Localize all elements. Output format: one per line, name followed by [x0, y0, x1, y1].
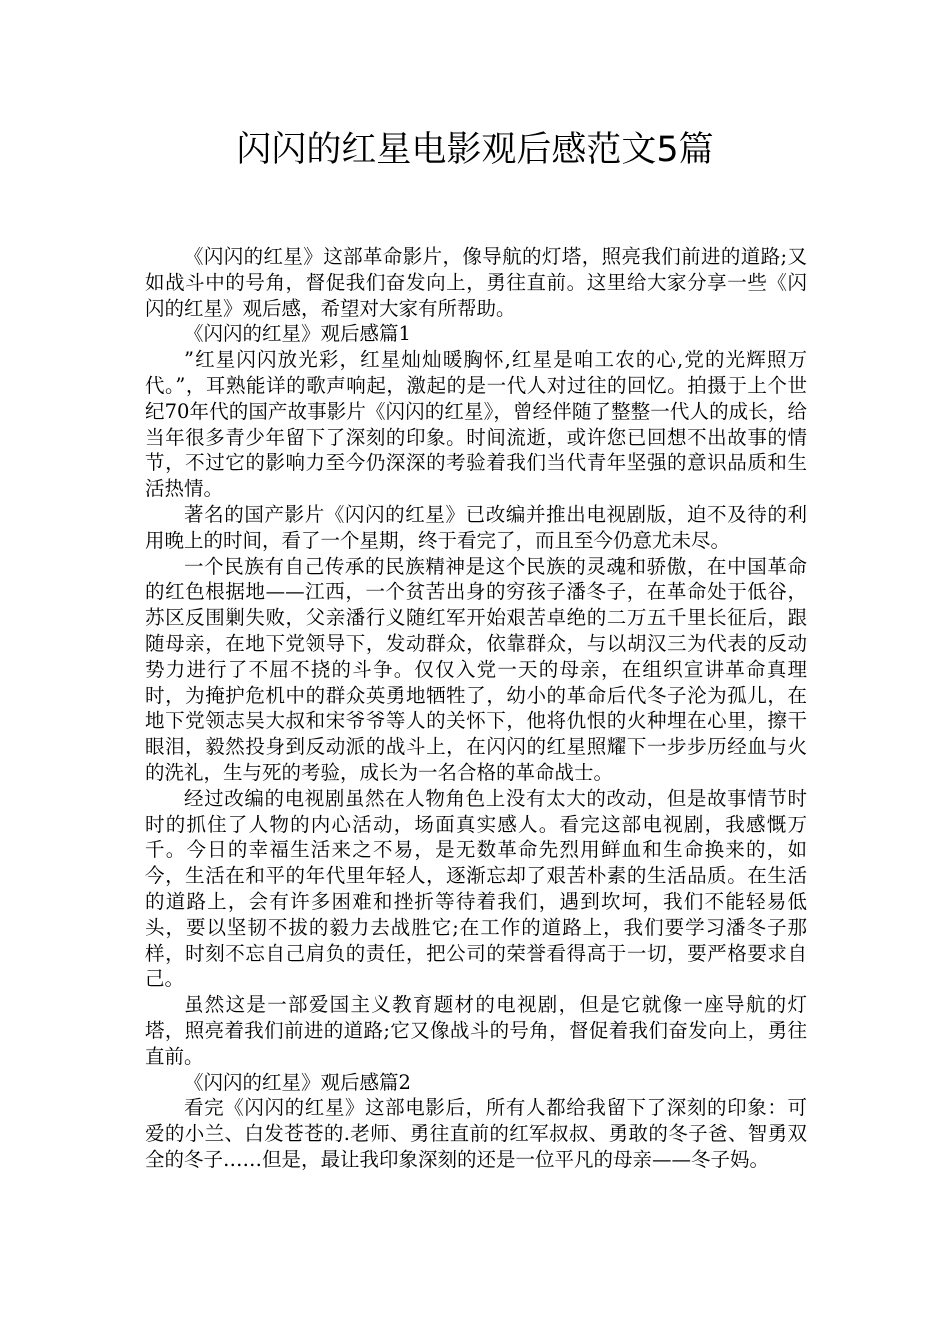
body-paragraph: 虽然这是一部爱国主义教育题材的电视剧，但是它就像一座导航的灯塔，照亮着我们前进的道路;它又像战斗的号角，督促着我们奋发向上，勇往直前。 [145, 993, 807, 1068]
section-heading-1: 《闪闪的红星》观后感篇1 [184, 322, 411, 346]
body-paragraph: 一个民族有自己传承的民族精神是这个民族的灵魂和骄傲，在中国革命的红色根据地——江西，一个贫苦出身的穷孩子潘冬子，在革命处于低谷，苏区反围剿失败，父亲潘行义随红军开始艰苦卓绝的二万五千里长征后，跟随母亲，在地下党领导下，发动群众，依靠群众，与以胡汉三为代表的反动势力进行了不屈不挠的斗争。仅仅入党一天的母亲，在组织宣讲革命真理时，为掩护危机中的群众英勇地牺牲了，幼小的革命后代冬子沦为孤儿，在地下党领志吴大叔和宋爷爷等人的关怀下，他将仇恨的火种埋在心里，擦干眼泪，毅然投身到反动派的战斗上，在闪闪的红星照耀下一步步历经血与火的洗礼，生与死的考验，成长为一名合格的革命战士。 [145, 554, 807, 784]
section-heading-2: 《闪闪的红星》观后感篇2 [184, 1070, 411, 1094]
body-paragraph: 经过改编的电视剧虽然在人物角色上没有太大的改动，但是故事情节时时的抓住了人物的内心活动，场面真实感人。看完这部电视剧，我感慨万千。今日的幸福生活来之不易，是无数革命先烈用鲜血和生命换来的，如今，生活在和平的年代里年轻人，逐渐忘却了艰苦朴素的生活品质。在生活的道路上，会有许多困难和挫折等待着我们，遇到坎坷，我们不能轻易低头，要以坚韧不拔的毅力去战胜它;在工作的道路上，我们要学习潘冬子那样，时刻不忘自己肩负的责任，把公司的荣誉看得高于一切，要严格要求自己。 [145, 786, 807, 991]
intro-paragraph: 《闪闪的红星》这部革命影片，像导航的灯塔，照亮我们前进的道路;又如战斗中的号角，督促我们奋发向上，勇往直前。这里给大家分享一些《闪闪的红星》观后感，希望对大家有所帮助。 [145, 245, 807, 320]
body-paragraph: 看完《闪闪的红星》这部电影后，所有人都给我留下了深刻的印象：可爱的小兰、白发苍苍的.老师、勇往直前的红军叔叔、勇敢的冬子爸、智勇双全的冬子……但是，最让我印象深刻的还是一位平凡的母亲——冬子妈。 [145, 1096, 807, 1171]
document-body [145, 244, 807, 1173]
body-paragraph: 著名的国产影片《闪闪的红星》已改编并推出电视剧版，迫不及待的利用晚上的时间，看了一个星期，终于看完了，而且至今仍意尤未尽。 [145, 502, 807, 552]
document-title: 闪闪的红星电影观后感范文5篇 [236, 130, 714, 170]
body-paragraph: ”红星闪闪放光彩，红星灿灿暖胸怀,红星是咱工农的心,党的光辉照万代。”，耳熟能详的歌声响起，激起的是一代人对过往的回忆。拍摄于上个世纪70年代的国产故事影片《闪闪的红星》，曾经伴随了整整一代人的成长，给当年很多青少年留下了深刻的印象。时间流逝，或许您已回想不出故事的情节，不过它的影响力至今仍深深的考验着我们当代青年坚强的意识品质和生活热情。 [145, 348, 807, 501]
